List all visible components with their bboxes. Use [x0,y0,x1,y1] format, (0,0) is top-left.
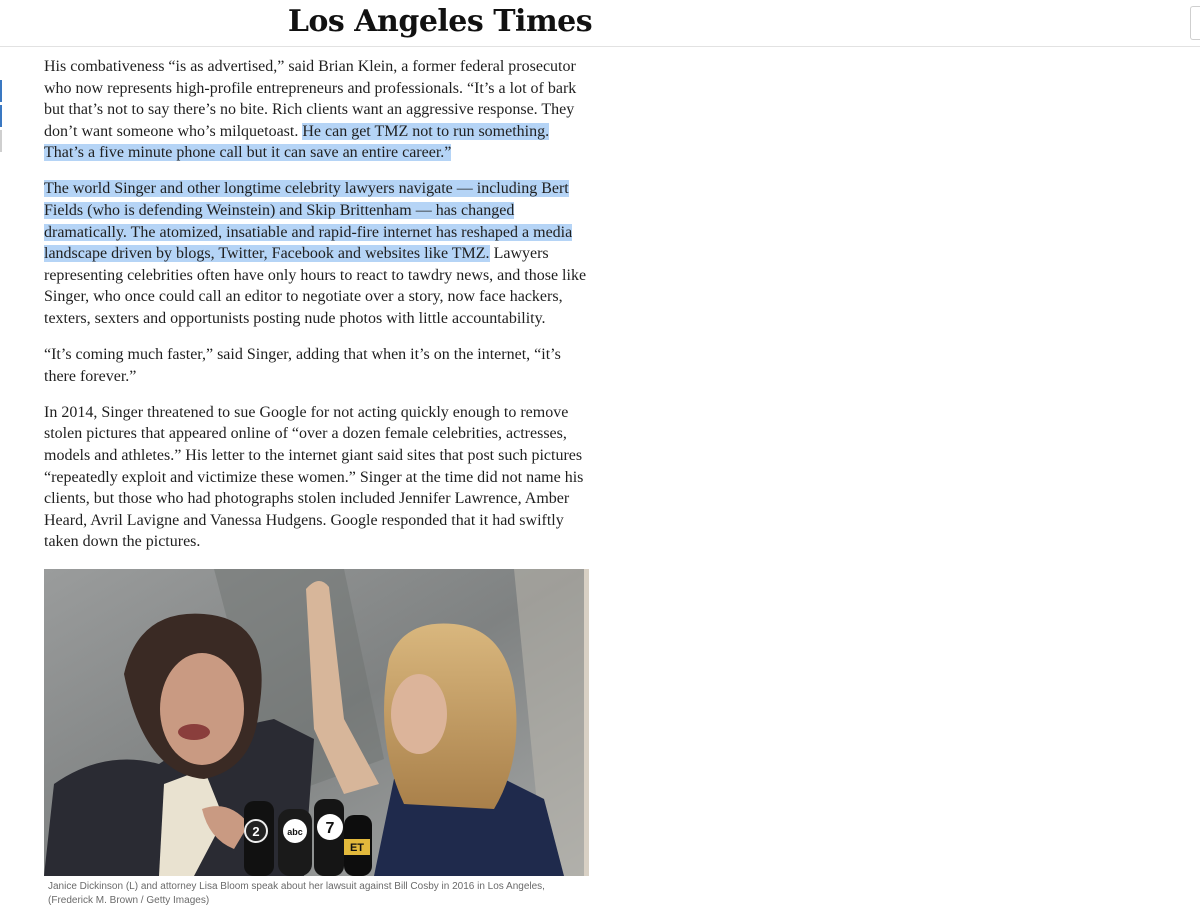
selected-text: He can get TMZ not to run something. That’s a five minute phone call but it can save an entire career.” [44,122,550,162]
paragraph-text: Lawyers representing celebrities often have only hours to react to tawdry news, and those like Singer, who once could call an editor to negotiate over a story, now face hackers, texters, sexters and opportunists posting nude photos with little accountability. [44,245,587,328]
left-woman-mouth [178,724,210,740]
paragraph-text: His combativeness “is as advertised,” said Brian Klein, a former federal prosecutor who now represents high-profile entrepreneurs and professionals. “It’s a lot of bark but that’s not to say there’s no bite. Rich clients want an aggressive response. They don’t want someone who’s milquetoast. [44,58,577,140]
left-rail [0,80,3,155]
photo-caption: Janice Dickinson (L) and attorney Lisa Bloom speak about her lawsuit against Bill Cosby in 2016 in Los Angeles, (Frederick M. Brown / Getty Images) [48,881,545,906]
edge-button[interactable] [1190,6,1200,40]
mic-label: 2 [252,824,260,839]
mic-label: 7 [325,820,335,837]
masthead-logo[interactable]: Los Angeles Times [287,4,593,39]
rail-segment [0,105,2,127]
article-photo [44,569,589,876]
right-edge [584,569,589,876]
paragraph-3: “It’s coming much faster,” said Singer, adding that when it’s on the internet, “it’s there forever.” [44,346,561,385]
article-body [44,56,592,567]
rail-segment [0,130,2,152]
mic-label: abc [287,827,303,837]
paragraph-4: In 2014, Singer threatened to sue Google for not acting quickly enough to remove stolen pictures that appeared online of “over a dozen female celebrities, actresses, models and athletes.” His letter to the internet giant said sites that post such pictures “repeatedly exploit and victimize these women.” Singer at the time did not name his clients, but those who had photographs stolen included Jennifer Lawrence, Amber Heard, Avril Lavigne and Vanessa Hudgens. Google responded that it had swiftly taken down the pictures. [44,403,584,551]
paragraph-1 [44,56,592,164]
right-woman-face [391,674,447,754]
mic-label: ET [349,842,365,854]
site-header [0,0,1200,47]
left-woman-face [160,653,244,765]
photo-illustration [44,569,589,876]
paragraph-2 [44,178,592,329]
rail-segment [0,80,2,102]
selected-text: The world Singer and other longtime celebrity lawyers navigate — including Bert Fields (who is defending Weinstein) and Skip Brittenham — has changed dramatically. The atomized, insatiable and rapid-fire internet has reshaped a media landscape driven by blogs, Twitter, Facebook and websites like TMZ. [44,180,573,263]
